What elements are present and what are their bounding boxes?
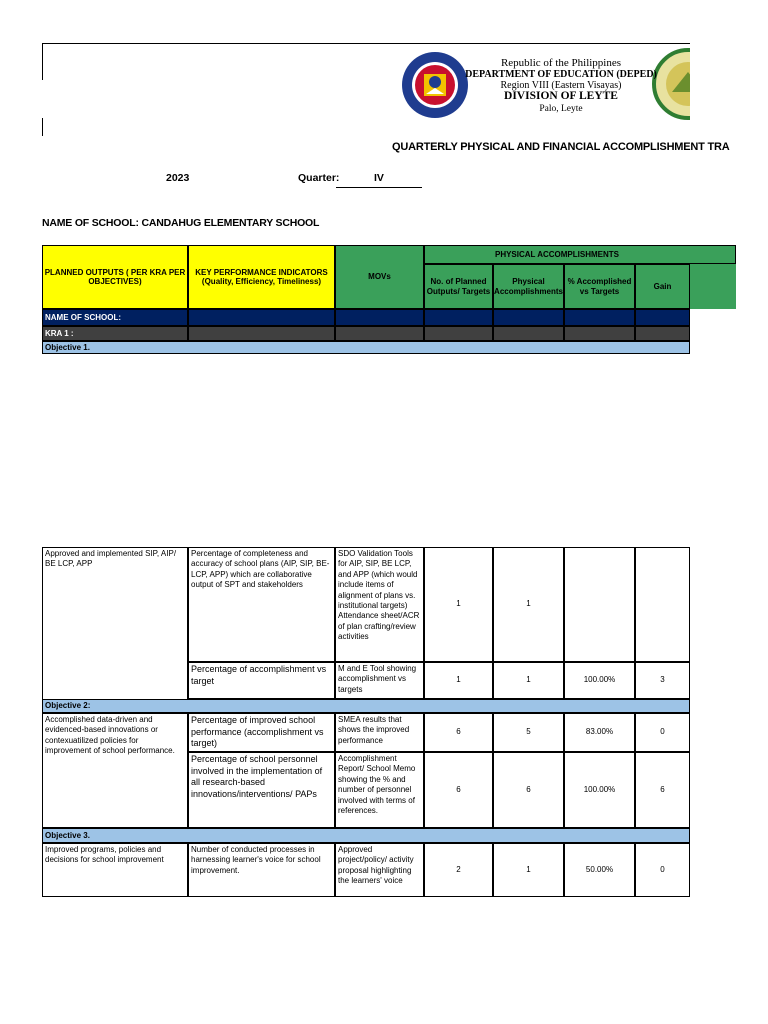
deped-seal-logo [400, 50, 470, 125]
row1-planned: 1 [424, 547, 493, 662]
row4-gain: 6 [635, 752, 690, 828]
row1-pct [564, 547, 635, 662]
row1-output: Approved and implemented SIP, AIP/ BE LCP, APP [42, 547, 188, 707]
quarter-value: IV [374, 172, 384, 184]
frame-left-tick [42, 118, 43, 136]
division-seal-logo [652, 48, 690, 120]
division-text: DIVISION OF LEYTE [504, 90, 618, 102]
row5-mov: Approved project/policy/ activity proposal highlighting the learners' voice [335, 843, 424, 897]
row4-mov: Accomplishment Report/ School Memo showing the % and number of personnel involved with terms of references. [335, 752, 424, 828]
row3-physical: 5 [493, 713, 564, 752]
header-physical-group [424, 245, 736, 264]
dark-cell [188, 326, 335, 341]
navy-cell [493, 309, 564, 326]
frame-left-border [42, 43, 43, 80]
row2-kpi: Percentage of accomplishment vs target [188, 662, 335, 699]
row1-gain [635, 547, 690, 662]
header-extra-green [690, 264, 736, 309]
row4-pct: 100.00% [564, 752, 635, 828]
row5-kpi: Number of conducted processes in harnessing learner's voice for school improvement. [188, 843, 335, 897]
row5-physical: 1 [493, 843, 564, 897]
navy-cell [188, 309, 335, 326]
row3-planned: 6 [424, 713, 493, 752]
department-text: DEPARTMENT OF EDUCATION (DEPED) [465, 69, 657, 80]
region-text: Region VIII (Eastern Visayas) [500, 80, 622, 91]
row5-planned: 2 [424, 843, 493, 897]
quarter-label: Quarter: [298, 172, 340, 184]
row4-physical: 6 [493, 752, 564, 828]
row5-gain: 0 [635, 843, 690, 897]
dark-cell [635, 326, 690, 341]
row1-kpi: Percentage of completeness and accuracy of school plans (AIP, SIP, BE- LCP, APP) which are collaborative output of SPT and stakeholders [188, 547, 335, 662]
quarter-underline [336, 187, 422, 188]
row2-physical: 1 [493, 662, 564, 699]
header-movs: MOVs [335, 245, 424, 309]
row3-kpi: Percentage of improved school performance (accomplishment vs target) [188, 713, 335, 752]
row2-planned: 1 [424, 662, 493, 699]
header-kpi: KEY PERFORMANCE INDICATORS (Quality, Efficiency, Timeliness) [188, 245, 335, 309]
header-physical-accomplishments: Physical Accomplishments [493, 264, 564, 309]
row2-mov: M and E Tool showing accomplishment vs targets [335, 662, 424, 699]
row3-mov: SMEA results that shows the improved performance [335, 713, 424, 752]
row2-gain: 3 [635, 662, 690, 699]
header-percent-accomplished: % Accomplished vs Targets [564, 264, 635, 309]
header-planned-outputs: PLANNED OUTPUTS ( PER KRA PER OBJECTIVES) [42, 245, 188, 309]
republic-text: Republic of the Philippines [500, 57, 622, 69]
header-gain: Gain [635, 264, 690, 309]
row5-output: Improved programs, policies and decisions for school improvement [42, 843, 188, 897]
navy-cell [424, 309, 493, 326]
name-of-school-row: NAME OF SCHOOL: [42, 309, 188, 326]
row3-pct: 83.00% [564, 713, 635, 752]
school-name-line: NAME OF SCHOOL: CANDAHUG ELEMENTARY SCHOOL [42, 217, 320, 229]
row4-kpi: Percentage of school personnel involved in the implementation of all research-based innovations/interventions/ PAPs [188, 752, 335, 828]
row3-gain: 0 [635, 713, 690, 752]
navy-cell [564, 309, 635, 326]
report-title: QUARTERLY PHYSICAL AND FINANCIAL ACCOMPLISHMENT TRA [392, 141, 730, 153]
objective-3-row: Objective 3. [42, 828, 690, 843]
year-value: 2023 [166, 172, 190, 184]
objective-1-row: Objective 1. [42, 341, 690, 354]
dark-cell [564, 326, 635, 341]
row4-planned: 6 [424, 752, 493, 828]
location-text: Palo, Leyte [539, 104, 583, 114]
navy-cell [335, 309, 424, 326]
dark-cell [335, 326, 424, 341]
row5-pct: 50.00% [564, 843, 635, 897]
row1-mov: SDO Validation Tools for AIP, SIP, BE LCP, and APP (which would include items of alignment of plans vs. institutional targets) Attendance sheet/ACR of plan crafting/review activities [335, 547, 424, 662]
objective-2-row: Objective 2: [42, 699, 690, 713]
row1-physical: 1 [493, 547, 564, 662]
header-physical-group-label: PHYSICAL ACCOMPLISHMENTS [494, 249, 619, 259]
dark-cell [424, 326, 493, 341]
frame-top-border [42, 43, 690, 44]
row3-output: Accomplished data-driven and evidenced-based innovations or contexuatilized policies for improvement of school performance. [42, 713, 188, 828]
header-planned-targets: No. of Planned Outputs/ Targets [424, 264, 493, 309]
navy-cell [635, 309, 690, 326]
dark-cell [493, 326, 564, 341]
row2-pct: 100.00% [564, 662, 635, 699]
kra-row: KRA 1 : [42, 326, 188, 341]
